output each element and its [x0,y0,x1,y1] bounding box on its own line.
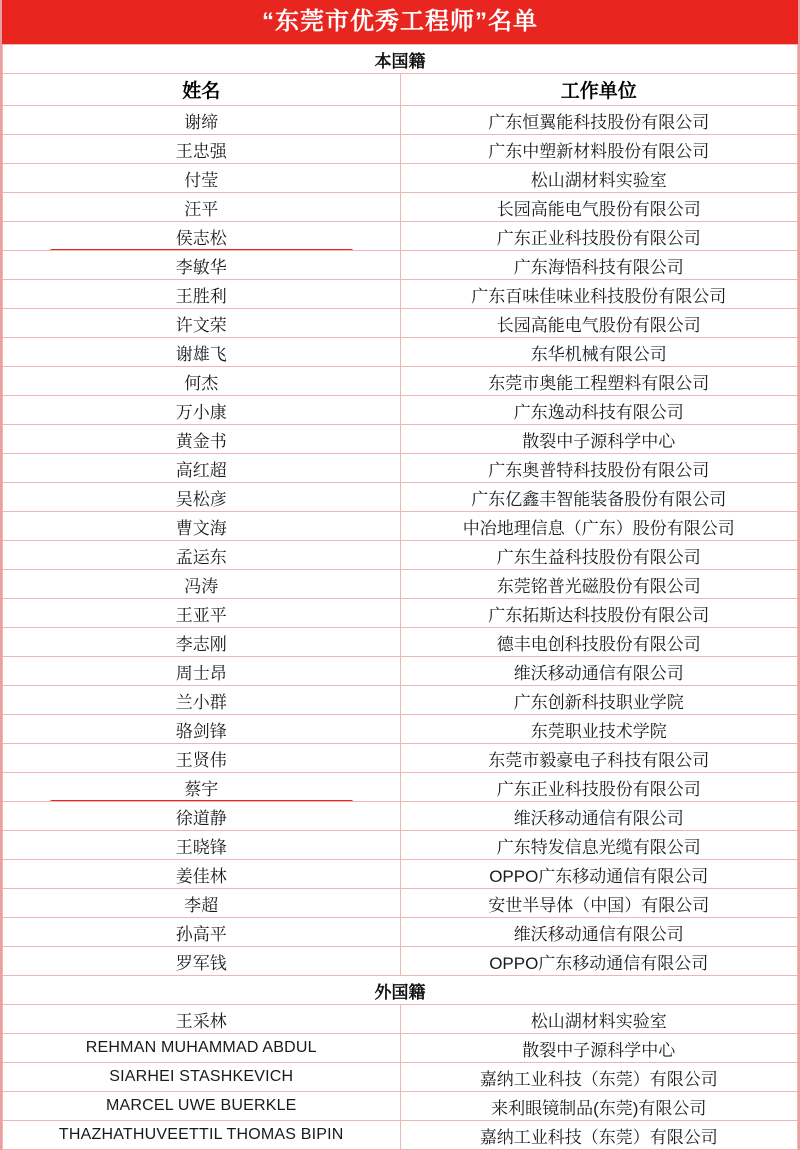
table-row[interactable] [3,1063,798,1092]
cell-name: 谢雄飞 [3,338,401,367]
cell-name: MARCEL UWE BUERKLE [3,1092,401,1121]
cell-name: 徐道静 [3,802,401,831]
cell-name: 骆剑锋 [3,715,401,744]
cell-org: 东莞职业技术学院 [400,715,798,744]
table-row[interactable] [3,483,798,512]
cell-name: 何杰 [3,367,401,396]
table-row[interactable] [3,744,798,773]
table-row[interactable] [3,802,798,831]
column-header-name: 姓名 [3,74,401,106]
cell-org: 来利眼镜制品(东莞)有限公司 [400,1092,798,1121]
cell-org: 广东正业科技股份有限公司 [400,222,798,251]
column-header-org: 工作单位 [400,74,798,106]
table-row[interactable] [3,1034,798,1063]
cell-name: 王贤伟 [3,744,401,773]
table-row[interactable] [3,831,798,860]
cell-name: 王晓锋 [3,831,401,860]
column-header-row [3,74,798,106]
table-row[interactable] [3,512,798,541]
section-header-row [3,45,798,74]
cell-org: 广东创新科技职业学院 [400,686,798,715]
cell-org: 安世半导体（中国）有限公司 [400,889,798,918]
cell-org: 广东奥普特科技股份有限公司 [400,454,798,483]
cell-org: 广东逸动科技有限公司 [400,396,798,425]
table-row[interactable] [3,222,798,251]
cell-org: 东莞铭普光磁股份有限公司 [400,570,798,599]
cell-name: 姜佳林 [3,860,401,889]
table-row[interactable] [3,628,798,657]
cell-name: 黄金书 [3,425,401,454]
table-row[interactable] [3,918,798,947]
roster-body [3,45,798,1150]
cell-org: 德丰电创科技股份有限公司 [400,628,798,657]
cell-org: 中冶地理信息（广东）股份有限公司 [400,512,798,541]
table-row[interactable] [3,164,798,193]
section-label: 本国籍 [3,45,798,74]
table-row[interactable] [3,425,798,454]
cell-org: 广东拓斯达科技股份有限公司 [400,599,798,628]
cell-org: 长园高能电气股份有限公司 [400,193,798,222]
cell-org: 维沃移动通信有限公司 [400,657,798,686]
table-row[interactable] [3,773,798,802]
table-row[interactable] [3,367,798,396]
table-row[interactable] [3,338,798,367]
cell-name: 高红超 [3,454,401,483]
table-row[interactable] [3,715,798,744]
cell-org: 散裂中子源科学中心 [400,425,798,454]
cell-name: REHMAN MUHAMMAD ABDUL [3,1034,401,1063]
cell-org: 嘉纳工业科技（东莞）有限公司 [400,1121,798,1150]
cell-name: 孟运东 [3,541,401,570]
cell-name: SIARHEI STASHKEVICH [3,1063,401,1092]
table-row[interactable] [3,657,798,686]
table-row[interactable] [3,947,798,976]
table-row[interactable] [3,541,798,570]
table-row[interactable] [3,309,798,338]
table-row[interactable] [3,1121,798,1150]
cell-org: 广东恒翼能科技股份有限公司 [400,106,798,135]
section-label: 外国籍 [3,976,798,1005]
cell-name: 谢缔 [3,106,401,135]
cell-name: 冯涛 [3,570,401,599]
table-row[interactable] [3,280,798,309]
cell-org: 维沃移动通信有限公司 [400,802,798,831]
table-row[interactable] [3,1005,798,1034]
table-row[interactable] [3,1092,798,1121]
table-row[interactable] [3,135,798,164]
cell-name: 万小康 [3,396,401,425]
cell-name: 蔡宇 [3,773,401,802]
table-row[interactable] [3,599,798,628]
section-header-row [3,976,798,1005]
cell-org: 广东亿鑫丰智能装备股份有限公司 [400,483,798,512]
cell-name: 罗军钱 [3,947,401,976]
cell-org: 松山湖材料实验室 [400,1005,798,1034]
cell-org: 广东海悟科技有限公司 [400,251,798,280]
table-row[interactable] [3,396,798,425]
cell-org: 维沃移动通信有限公司 [400,918,798,947]
table-row[interactable] [3,251,798,280]
cell-name: 李志刚 [3,628,401,657]
cell-org: 广东正业科技股份有限公司 [400,773,798,802]
cell-org: 广东中塑新材料股份有限公司 [400,135,798,164]
table-row[interactable] [3,889,798,918]
row-highlight-box [49,249,354,251]
cell-org: 广东特发信息光缆有限公司 [400,831,798,860]
cell-org: 广东生益科技股份有限公司 [400,541,798,570]
cell-name: 吴松彦 [3,483,401,512]
cell-name: 兰小群 [3,686,401,715]
cell-name: THAZHATHUVEETTIL THOMAS BIPIN [3,1121,401,1150]
cell-org: 东华机械有限公司 [400,338,798,367]
cell-name: 周士昂 [3,657,401,686]
table-row[interactable] [3,106,798,135]
cell-org: 东莞市毅豪电子科技有限公司 [400,744,798,773]
cell-name: 王采林 [3,1005,401,1034]
row-highlight-box [49,800,354,802]
cell-org: 东莞市奥能工程塑料有限公司 [400,367,798,396]
table-row[interactable] [3,454,798,483]
cell-name: 王忠强 [3,135,401,164]
cell-name: 王胜利 [3,280,401,309]
cell-org: 松山湖材料实验室 [400,164,798,193]
cell-name: 付莹 [3,164,401,193]
cell-org: OPPO广东移动通信有限公司 [400,860,798,889]
cell-name: 汪平 [3,193,401,222]
page-title: “东莞市优秀工程师”名单 [2,0,798,44]
cell-org: OPPO广东移动通信有限公司 [400,947,798,976]
cell-org: 嘉纳工业科技（东莞）有限公司 [400,1063,798,1092]
cell-org: 长园高能电气股份有限公司 [400,309,798,338]
cell-name: 许文荣 [3,309,401,338]
table-row[interactable] [3,570,798,599]
table-row[interactable] [3,860,798,889]
cell-name: 李敏华 [3,251,401,280]
cell-org: 广东百味佳味业科技股份有限公司 [400,280,798,309]
table-row[interactable] [3,686,798,715]
table-row[interactable] [3,193,798,222]
roster-table [2,44,798,1150]
cell-name: 曹文海 [3,512,401,541]
cell-org: 散裂中子源科学中心 [400,1034,798,1063]
cell-name: 侯志松 [3,222,401,251]
cell-name: 王亚平 [3,599,401,628]
cell-name: 孙高平 [3,918,401,947]
cell-name: 李超 [3,889,401,918]
